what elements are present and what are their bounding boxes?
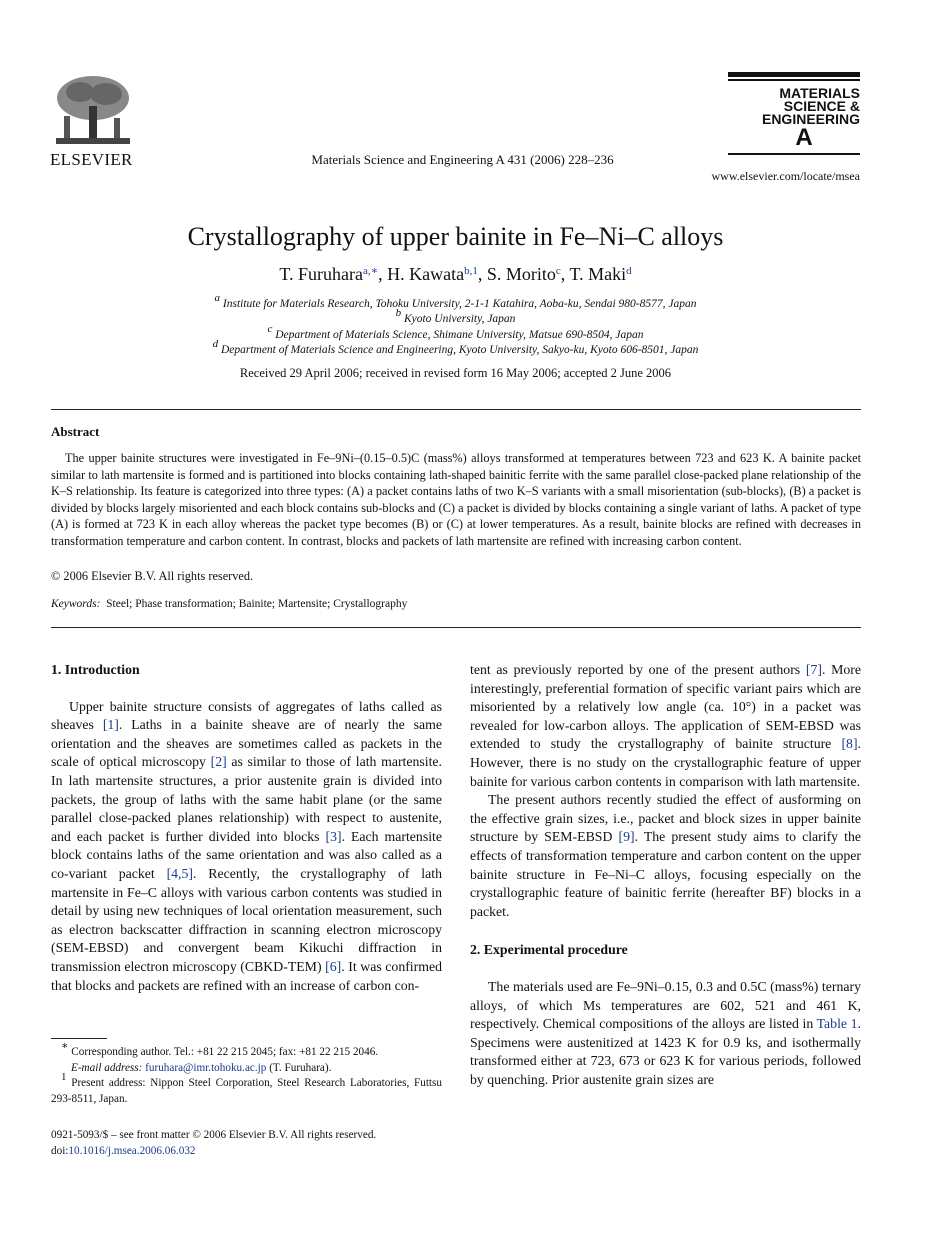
paragraph	[470, 791, 861, 921]
affiliation-sup: c	[267, 323, 273, 335]
affiliation-text: Department of Materials Science and Engineering, Kyoto University, Sakyo-ku, Kyoto 606-8501, Japan	[220, 344, 699, 356]
footnote	[51, 1071, 442, 1107]
reference-link[interactable]: [2]	[210, 754, 227, 770]
received-dates: Received 29 April 2006; received in revised form 16 May 2006; accepted 2 June 2006	[239, 366, 672, 380]
reference-link[interactable]: [1]	[102, 717, 119, 733]
section-heading: 2. Experimental procedure	[470, 942, 628, 958]
article-title: Crystallography of upper bainite in Fe–Ni–C alloys	[187, 222, 724, 251]
affiliation-text: Department of Materials Science, Shimane University, Matsue 690-8504, Japan	[275, 329, 644, 341]
keywords-label: Keywords:	[51, 598, 101, 610]
logo-line-1: MATERIALS	[779, 85, 860, 101]
journal-url[interactable]: www.elsevier.com/locate/msea	[711, 169, 860, 183]
reference-link[interactable]: [4,5]	[166, 865, 193, 881]
author-sup[interactable]: a,∗	[363, 265, 379, 277]
keywords-list: Steel; Phase transformation; Bainite; Martensite; Crystallography	[106, 598, 408, 610]
paragraph-text: . The present study aims to clarify the effects of transformation temperature and carbon content on the upper bainite structure in Fe–Ni–C alloys, focusing especially on the crystallographic feature of bainitic ferrite (hereafter BF) blocks in a packet.	[470, 829, 861, 919]
doi-label: doi:	[51, 1144, 69, 1157]
affiliation-text: Institute for Materials Research, Tohoku University, 2-1-1 Katahira, Aoba-ku, Sendai 980-8577, Japan	[222, 298, 697, 310]
email-label: E-mail address:	[71, 1061, 143, 1074]
affiliation-text: Kyoto University, Japan	[403, 313, 516, 325]
affiliation-b	[0, 307, 911, 325]
footnote-rule	[51, 1038, 107, 1039]
logo-line-3: ENGINEERING	[761, 111, 860, 127]
author-sup[interactable]: c	[555, 265, 561, 277]
abstract-copyright: © 2006 Elsevier B.V. All rights reserved.	[51, 569, 254, 583]
divider	[51, 409, 861, 410]
reference-link[interactable]: [7]	[805, 662, 822, 677]
author-name: H. Kawata	[387, 264, 465, 284]
paragraph-text: . Laths in a bainite sheave are of nearly the same orientation and the sheaves are sometimes called as packets in the scale of optical microscopy	[51, 717, 442, 770]
footnote-text: Present address: Nippon Steel Corporation, Steel Research Laboratories, Futtsu 293-8511, Japan.	[51, 1077, 442, 1105]
author-name: S. Morito	[486, 264, 556, 284]
footnotes	[51, 1040, 442, 1107]
paragraph-text: . However, there is no study on the crystallographic feature of upper bainite for various carbon contents in comparison with lath martensite.	[470, 736, 861, 789]
abstract-text	[51, 450, 861, 549]
paragraph-text: . More interestingly, preferential formation of specific variant pairs which are misoriented by a relatively low angle (ca. 10°) in a packet was revealed for low-carbon alloys. The application of SEM-EBSD was extended to study the crystallography of bainite structure	[470, 662, 861, 752]
footnote-email	[51, 1061, 442, 1077]
affiliation-a	[0, 292, 911, 310]
paragraph-text: . Each martensite block contains laths of the same orientation and was also called as a co-variant packet	[51, 828, 442, 881]
elsevier-tree-logo	[50, 70, 136, 150]
logo-letter: A	[795, 124, 813, 151]
right-column	[470, 661, 861, 1089]
author-name: T. Maki	[569, 264, 627, 284]
paragraph-text: The present authors recently studied the effect of ausforming on the effective grain sizes, i.e., packet and block sizes in upper bainite structure by SEM-EBSD	[470, 792, 861, 845]
paragraph-text: tent as previously reported by one of the present authors	[470, 662, 806, 677]
journal-logo	[728, 72, 860, 155]
author-sep: ,	[560, 264, 570, 284]
affiliation-sup: a	[214, 292, 221, 304]
journal-citation: Materials Science and Engineering A 431 (2006) 228–236	[311, 152, 614, 167]
author-sup[interactable]: b,1	[464, 265, 478, 277]
doi-link[interactable]: 10.1016/j.msea.2006.06.032	[68, 1144, 196, 1157]
paragraph	[470, 978, 861, 1090]
author-sup[interactable]: d	[626, 265, 632, 277]
email-owner: (T. Furuhara).	[266, 1061, 332, 1074]
affiliation-sup: b	[395, 307, 402, 319]
section-heading: 1. Introduction	[51, 662, 140, 677]
doi-line	[51, 1144, 376, 1160]
author-sep: ,	[477, 264, 487, 284]
front-matter-text: 0921-5093/$ – see front matter © 2006 Elsevier B.V. All rights reserved.	[51, 1129, 377, 1141]
footnote-text: Corresponding author. Tel.: +81 22 215 2045; fax: +81 22 215 2046.	[71, 1046, 379, 1058]
author-name: T. Furuhara	[279, 264, 364, 284]
paragraph-text: . It was confirmed that blocks and packets are refined with an increase of carbon con-	[51, 958, 442, 993]
reference-link[interactable]: [6]	[325, 958, 342, 974]
email-link[interactable]: furuhara@imr.tohoku.ac.jp	[145, 1061, 267, 1074]
reference-link[interactable]: [3]	[325, 828, 342, 844]
author-list	[0, 264, 911, 285]
abstract-body: The upper bainite structures were investigated in Fe–9Ni–(0.15–0.5)C (mass%) alloys transformed at temperatures between 723 and 623 K. A bainite packet similar to lath martensite is formed and is partitioned into blocks containing lath-shaped bainitic ferrite with the same parallel close-packed plane relationship of the K–S relationship. Its feature is categorized into three types: (A) a packet contains laths of two K–S variants with a small misorientation (sub-blocks), (B) a packet is divided by blocks largely misoriented and each block contains sub-blocks and (C) a packet is divided by blocks containing a single variant of laths. A packet of type (A) is formed at 723 K in each alloy whereas the packet type becomes (B) or (C) at lower temperatures. As a result, bainite blocks are refined with decreases in transformation temperature and carbon content. In contrast, blocks and packets of lath martensite are refined with increasing carbon content.	[51, 451, 861, 548]
journal-logo-text	[728, 87, 860, 126]
affiliation-c	[0, 323, 911, 341]
affiliation-sup: d	[212, 338, 219, 350]
paragraph-text: Upper bainite structure consists of aggregates of laths called as sheaves	[51, 698, 442, 733]
logo-line-2: SCIENCE &	[783, 98, 860, 114]
paragraph	[470, 661, 861, 791]
publisher-name: ELSEVIER	[50, 150, 133, 169]
paragraph-text: as similar to those of lath martensite. In lath martensite structures, a prior austenite grain is divided into packets, the group of laths with the same habit plane (or the same parallel close-packed planes relationship) with respect to austenite, and each packet is further divided into blocks	[51, 754, 443, 844]
divider	[51, 627, 861, 628]
paragraph-text: The materials used are Fe–9Ni–0.15, 0.3 and 0.5C (mass%) ternary alloys, of which Ms temperatures are 602, 521 and 461 K, respectively. Chemical compositions of the alloys are listed in	[470, 978, 861, 1032]
left-column	[51, 661, 442, 995]
paragraph-text: . Specimens were austenitized at 1423 K for 0.9 ks, and isothermally transformed either at 723, 673 or 623 K for various periods, followed by quenching. Prior austenite grain sizes are	[470, 1016, 861, 1087]
footnote-sup: 1	[61, 1071, 67, 1083]
keywords	[51, 598, 407, 610]
reference-link[interactable]: Table 1	[816, 1016, 858, 1032]
reference-link[interactable]: [9]	[618, 829, 635, 845]
paragraph-text: . Recently, the crystallography of lath martensite in Fe–C alloys with various carbon contents was studied in detail by using new techniques of local orientation measurement, such as electron backscatter diffraction in scanning electron microscopy (SEM-EBSD) and convergent beam Kikuchi diffraction in transmission electron microscopy (CBKD-TEM)	[51, 865, 442, 974]
footnote-sup: ∗	[61, 1040, 69, 1052]
paragraph	[51, 698, 442, 996]
reference-link[interactable]: [8]	[841, 736, 858, 752]
author-sep: ,	[378, 264, 388, 284]
affiliation-d	[0, 338, 911, 356]
front-matter	[51, 1128, 376, 1159]
abstract-heading: Abstract	[51, 424, 100, 439]
footnote	[51, 1040, 442, 1061]
